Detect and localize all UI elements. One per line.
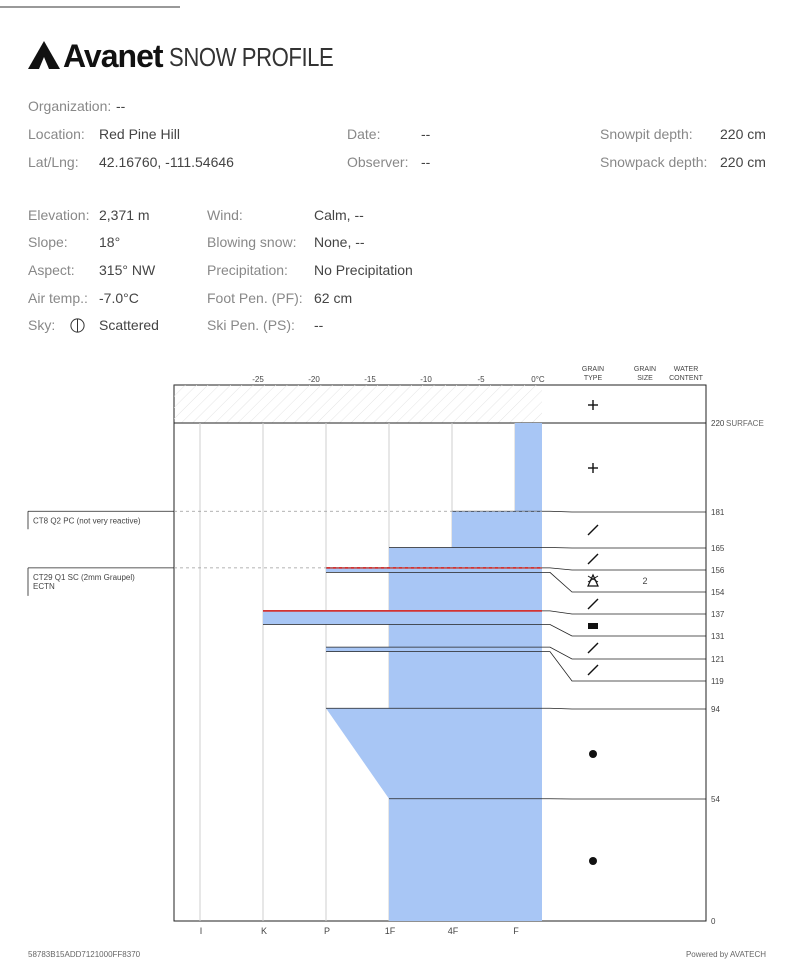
rounded-grains-icon: [589, 750, 597, 758]
organization-label: Organization:: [28, 98, 112, 114]
surface-hatch: [174, 385, 542, 423]
ski-pen-value: --: [314, 317, 324, 333]
hardness-tick-label: 4F: [447, 926, 459, 936]
sky-label: Sky:: [28, 317, 56, 333]
sky-value: Scattered: [99, 317, 159, 333]
hardness-layer-bar: [389, 548, 542, 568]
depth-label: 94: [711, 705, 720, 714]
column-header: TYPE: [583, 375, 603, 382]
foot-pen-value: 62 cm: [314, 290, 353, 306]
hardness-layer-bar: [389, 572, 542, 610]
powered-by: Powered by AVATECH: [685, 950, 766, 959]
depth-label: 131: [711, 632, 725, 641]
decomposing-fragments-icon: [588, 599, 598, 609]
brand-subtitle: SNOW PROFILE: [168, 42, 333, 72]
hardness-layer-bar: [326, 708, 542, 799]
aspect-label: Aspect:: [28, 262, 75, 278]
temp-tick-label: -20: [308, 375, 320, 384]
decomposing-fragments-icon: [588, 554, 598, 564]
column-header: GRAIN: [633, 366, 657, 373]
aspect-value: 315° NW: [99, 262, 156, 278]
surface-label: SURFACE: [726, 419, 764, 428]
avanet-logo-icon: [28, 41, 60, 69]
slope-label: Slope:: [28, 234, 68, 250]
foot-pen-label: Foot Pen. (PF):: [207, 290, 303, 306]
depth-label: 119: [711, 677, 724, 686]
brand-logo: [28, 40, 362, 72]
hardness-tick-label: 1F: [384, 926, 396, 936]
hardness-tick-label: K: [260, 926, 268, 936]
stability-test-label: CT29 Q1 SC (2mm Graupel): [33, 572, 135, 582]
brand-name: Avanet: [63, 38, 163, 74]
grain-size-label: 2: [642, 576, 648, 586]
temp-tick-label: -25: [252, 375, 264, 384]
depth-label: 137: [711, 610, 725, 619]
layer-connector-line: [542, 572, 706, 592]
layer-connector-line: [542, 708, 706, 709]
snowpit-depth-label: Snowpit depth:: [600, 126, 693, 142]
elevation-label: Elevation:: [28, 207, 90, 223]
date-label: Date:: [347, 126, 381, 142]
depth-label: 156: [711, 566, 725, 575]
hardness-layer-bar: [452, 511, 542, 547]
profile-id: 58783B15ADD7121000FF8370: [28, 950, 141, 959]
depth-label: 165: [711, 544, 725, 553]
layer-connector-line: [542, 624, 706, 636]
layer-connector-line: [542, 647, 706, 659]
temp-tick-label: -5: [477, 375, 485, 384]
hardness-tick-label: F: [513, 926, 519, 936]
depth-label: 154: [711, 588, 725, 597]
snowpit-depth-value: 220 cm: [720, 126, 766, 142]
depth-label: 220: [711, 419, 725, 428]
depth-label: 181: [711, 508, 725, 517]
organization-value: --: [116, 98, 126, 114]
hardness-layer-bar: [389, 652, 542, 709]
layer-connector-line: [542, 568, 706, 570]
layer-connector-line: [542, 548, 706, 549]
hardness-layer-bar: [389, 624, 542, 647]
hardness-layer-bar: [263, 611, 542, 625]
hardness-tick-label: I: [199, 926, 203, 936]
latlng-label: Lat/Lng:: [28, 154, 79, 170]
location-value: Red Pine Hill: [99, 126, 180, 142]
stability-test-label: ECTN: [33, 581, 55, 591]
column-header: SIZE: [637, 375, 653, 382]
column-header: GRAIN: [581, 366, 605, 373]
observer-label: Observer:: [347, 154, 409, 170]
layer-connector-line: [542, 511, 706, 512]
snow-profile-chart: [0, 355, 800, 945]
hardness-layer-bar: [389, 799, 542, 921]
top-rule: [0, 6, 180, 8]
ski-pen-label: Ski Pen. (PS):: [207, 317, 295, 333]
column-header: CONTENT: [669, 375, 703, 382]
air-temp-value: -7.0°C: [99, 290, 139, 306]
wind-value: Calm, --: [314, 207, 364, 223]
temp-tick-label: 0°C: [531, 375, 545, 384]
melt-freeze-crust-icon: [588, 623, 598, 629]
snowpack-depth-value: 220 cm: [720, 154, 766, 170]
layer-connector-line: [542, 611, 706, 614]
rounded-grains-icon: [589, 857, 597, 865]
column-header: WATER: [673, 366, 699, 373]
depth-label: 54: [711, 795, 720, 804]
blowing-snow-value: None, --: [314, 234, 365, 250]
decomposing-fragments-icon: [588, 525, 598, 535]
snowpack-depth-label: Snowpack depth:: [600, 154, 708, 170]
hardness-tick-label: P: [323, 926, 331, 936]
elevation-value: 2,371 m: [99, 207, 150, 223]
hardness-layer-bar: [326, 647, 542, 652]
decomposing-fragments-icon: [588, 665, 598, 675]
location-label: Location:: [28, 126, 85, 142]
depth-label: 121: [711, 655, 725, 664]
sky-scattered-icon: [70, 318, 85, 333]
depth-label: 0: [711, 917, 716, 926]
observer-value: --: [421, 154, 431, 170]
blowing-snow-label: Blowing snow:: [207, 234, 297, 250]
temp-tick-label: -10: [420, 375, 432, 384]
hardness-layer-bar: [515, 423, 542, 511]
stability-test-label: CT8 Q2 PC (not very reactive): [33, 516, 141, 526]
decomposing-fragments-icon: [588, 643, 598, 653]
temp-tick-label: -15: [364, 375, 376, 384]
air-temp-label: Air temp.:: [28, 290, 88, 306]
precipitation-value: No Precipitation: [314, 262, 413, 278]
slope-value: 18°: [99, 234, 121, 250]
precipitation-label: Precipitation:: [207, 262, 288, 278]
wind-label: Wind:: [207, 207, 243, 223]
latlng-value: 42.16760, -111.54646: [99, 154, 234, 170]
date-value: --: [421, 126, 431, 142]
